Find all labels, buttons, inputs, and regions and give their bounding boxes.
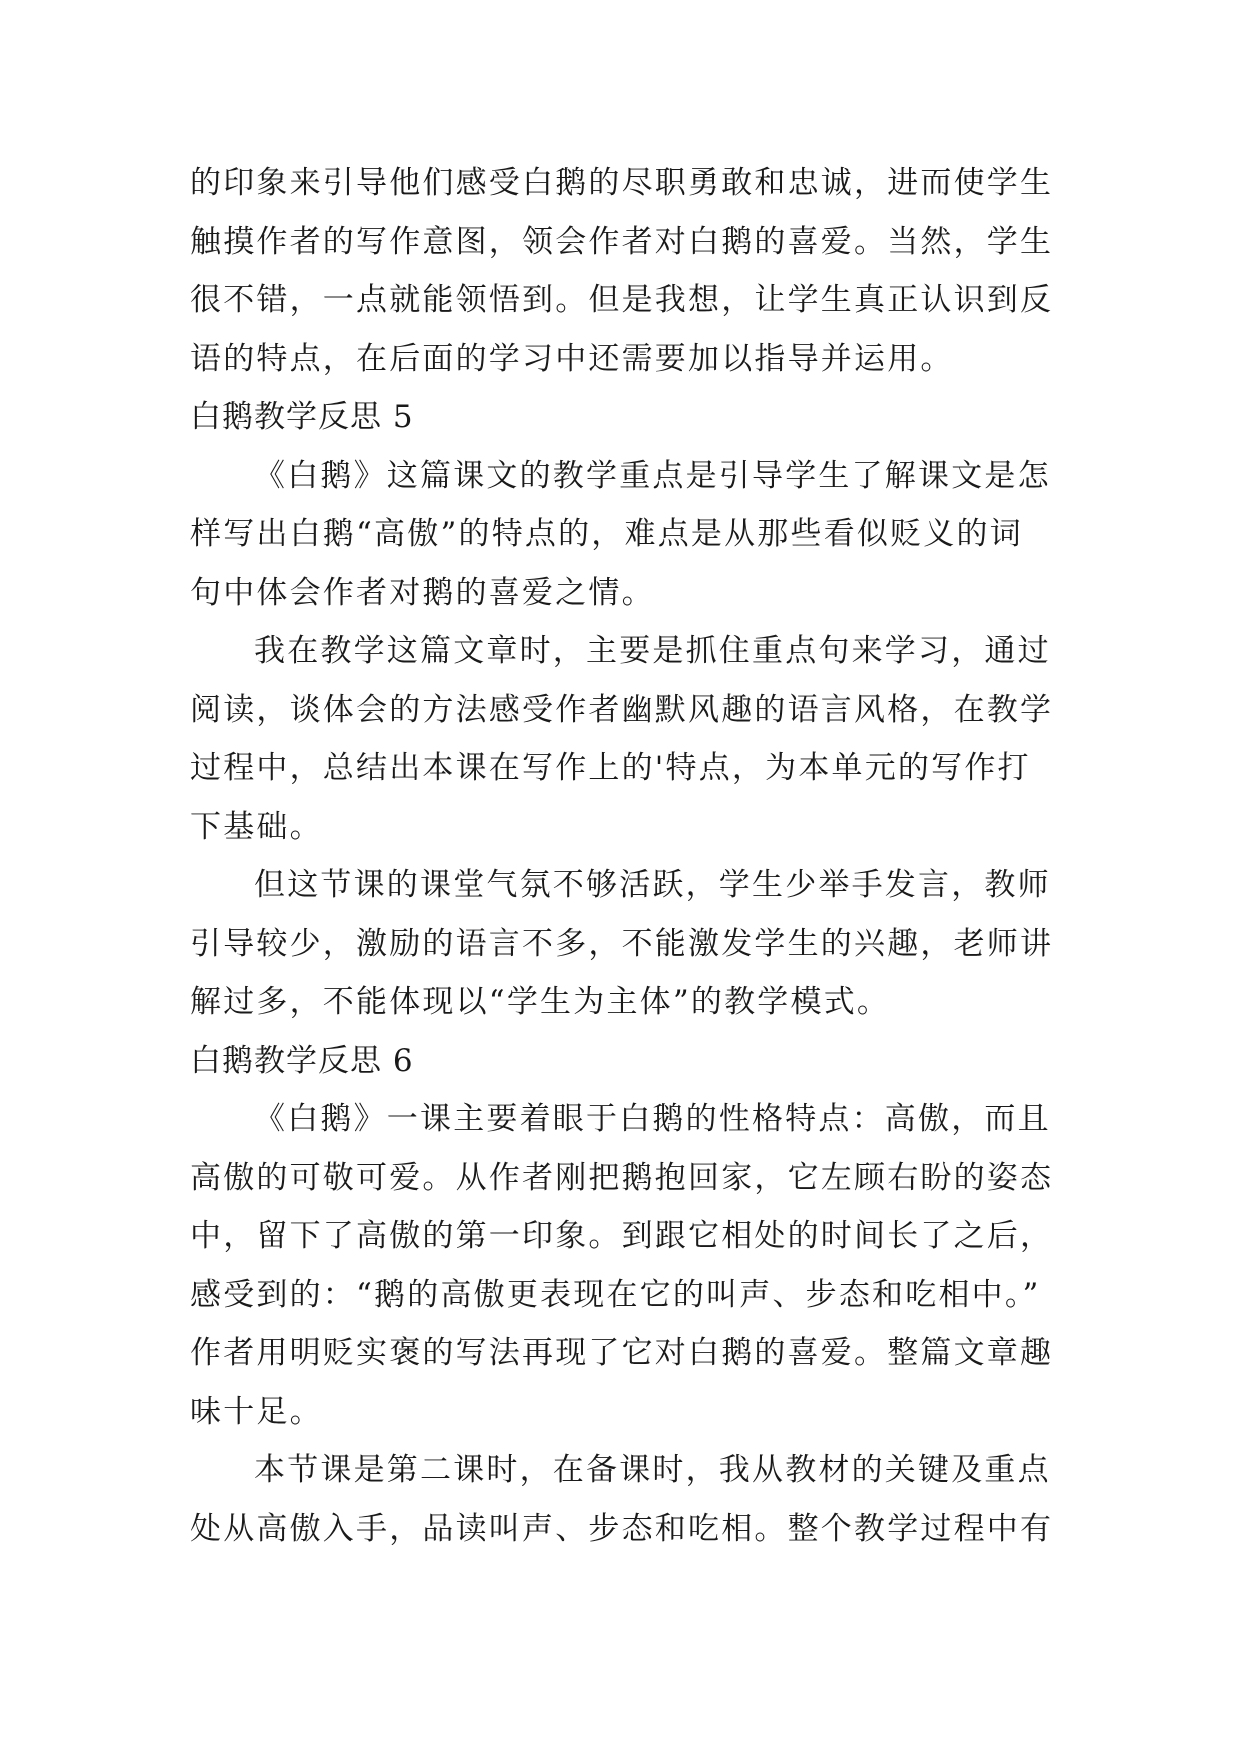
paragraph-start-line: 本节课是第二课时，在备课时，我从教材的关键及重点 — [254, 1452, 1051, 1488]
document-body — [190, 154, 1060, 1558]
paragraph-start-line: 但这节课的课堂气氛不够活跃，学生少举手发言，教师 — [254, 867, 1051, 903]
text-line: 过程中，总结出本课在写作上的'特点，为本单元的写作打 — [190, 750, 1031, 786]
section-heading: 白鹅教学反思 5 — [190, 399, 414, 435]
section-heading: 白鹅教学反思 6 — [190, 1042, 414, 1079]
text-line: 解过多，不能体现以“学生为主体”的教学模式。 — [190, 984, 891, 1020]
paragraph-start-line: 《白鹅》一课主要着眼于白鹅的性格特点：高傲，而且 — [254, 1101, 1051, 1137]
text-line: 中，留下了高傲的第一印象。到跟它相处的时间长了之后， — [190, 1218, 1054, 1254]
text-line: 阅读，谈体会的方法感受作者幽默风趣的语言风格，在教学 — [190, 691, 1054, 728]
text-line: 下基础。 — [190, 808, 323, 845]
text-line: 句中体会作者对鹅的喜爱之情。 — [190, 574, 655, 611]
text-line: 感受到的：“鹅的高傲更表现在它的叫声、步态和吃相中。” — [190, 1276, 1041, 1313]
text-line: 很不错，一点就能领悟到。但是我想，让学生真正认识到反 — [190, 282, 1054, 318]
text-line: 引导较少，激励的语言不多，不能激发学生的兴趣，老师讲 — [190, 925, 1054, 962]
paragraph-start-line: 《白鹅》这篇课文的教学重点是引导学生了解课文是怎 — [254, 457, 1051, 494]
text-line: 触摸作者的写作意图，领会作者对白鹅的喜爱。当然，学生 — [190, 223, 1054, 260]
text-line: 语的特点，在后面的学习中还需要加以指导并运用。 — [190, 340, 954, 377]
text-line: 作者用明贬实褒的写法再现了它对白鹅的喜爱。整篇文章趣 — [190, 1335, 1054, 1371]
paragraph-start-line: 我在教学这篇文章时，主要是抓住重点句来学习，通过 — [254, 633, 1051, 669]
text-line: 的印象来引导他们感受白鹅的尽职勇敢和忠诚，进而使学生 — [190, 165, 1054, 201]
text-line: 味十足。 — [190, 1393, 323, 1430]
text-line: 高傲的可敬可爱。从作者刚把鹅抱回家，它左顾右盼的姿态 — [190, 1159, 1054, 1196]
text-line: 样写出白鹅“高傲”的特点的，难点是从那些看似贬义的词 — [190, 516, 1023, 552]
text-line: 处从高傲入手，品读叫声、步态和吃相。整个教学过程中有 — [190, 1510, 1054, 1547]
